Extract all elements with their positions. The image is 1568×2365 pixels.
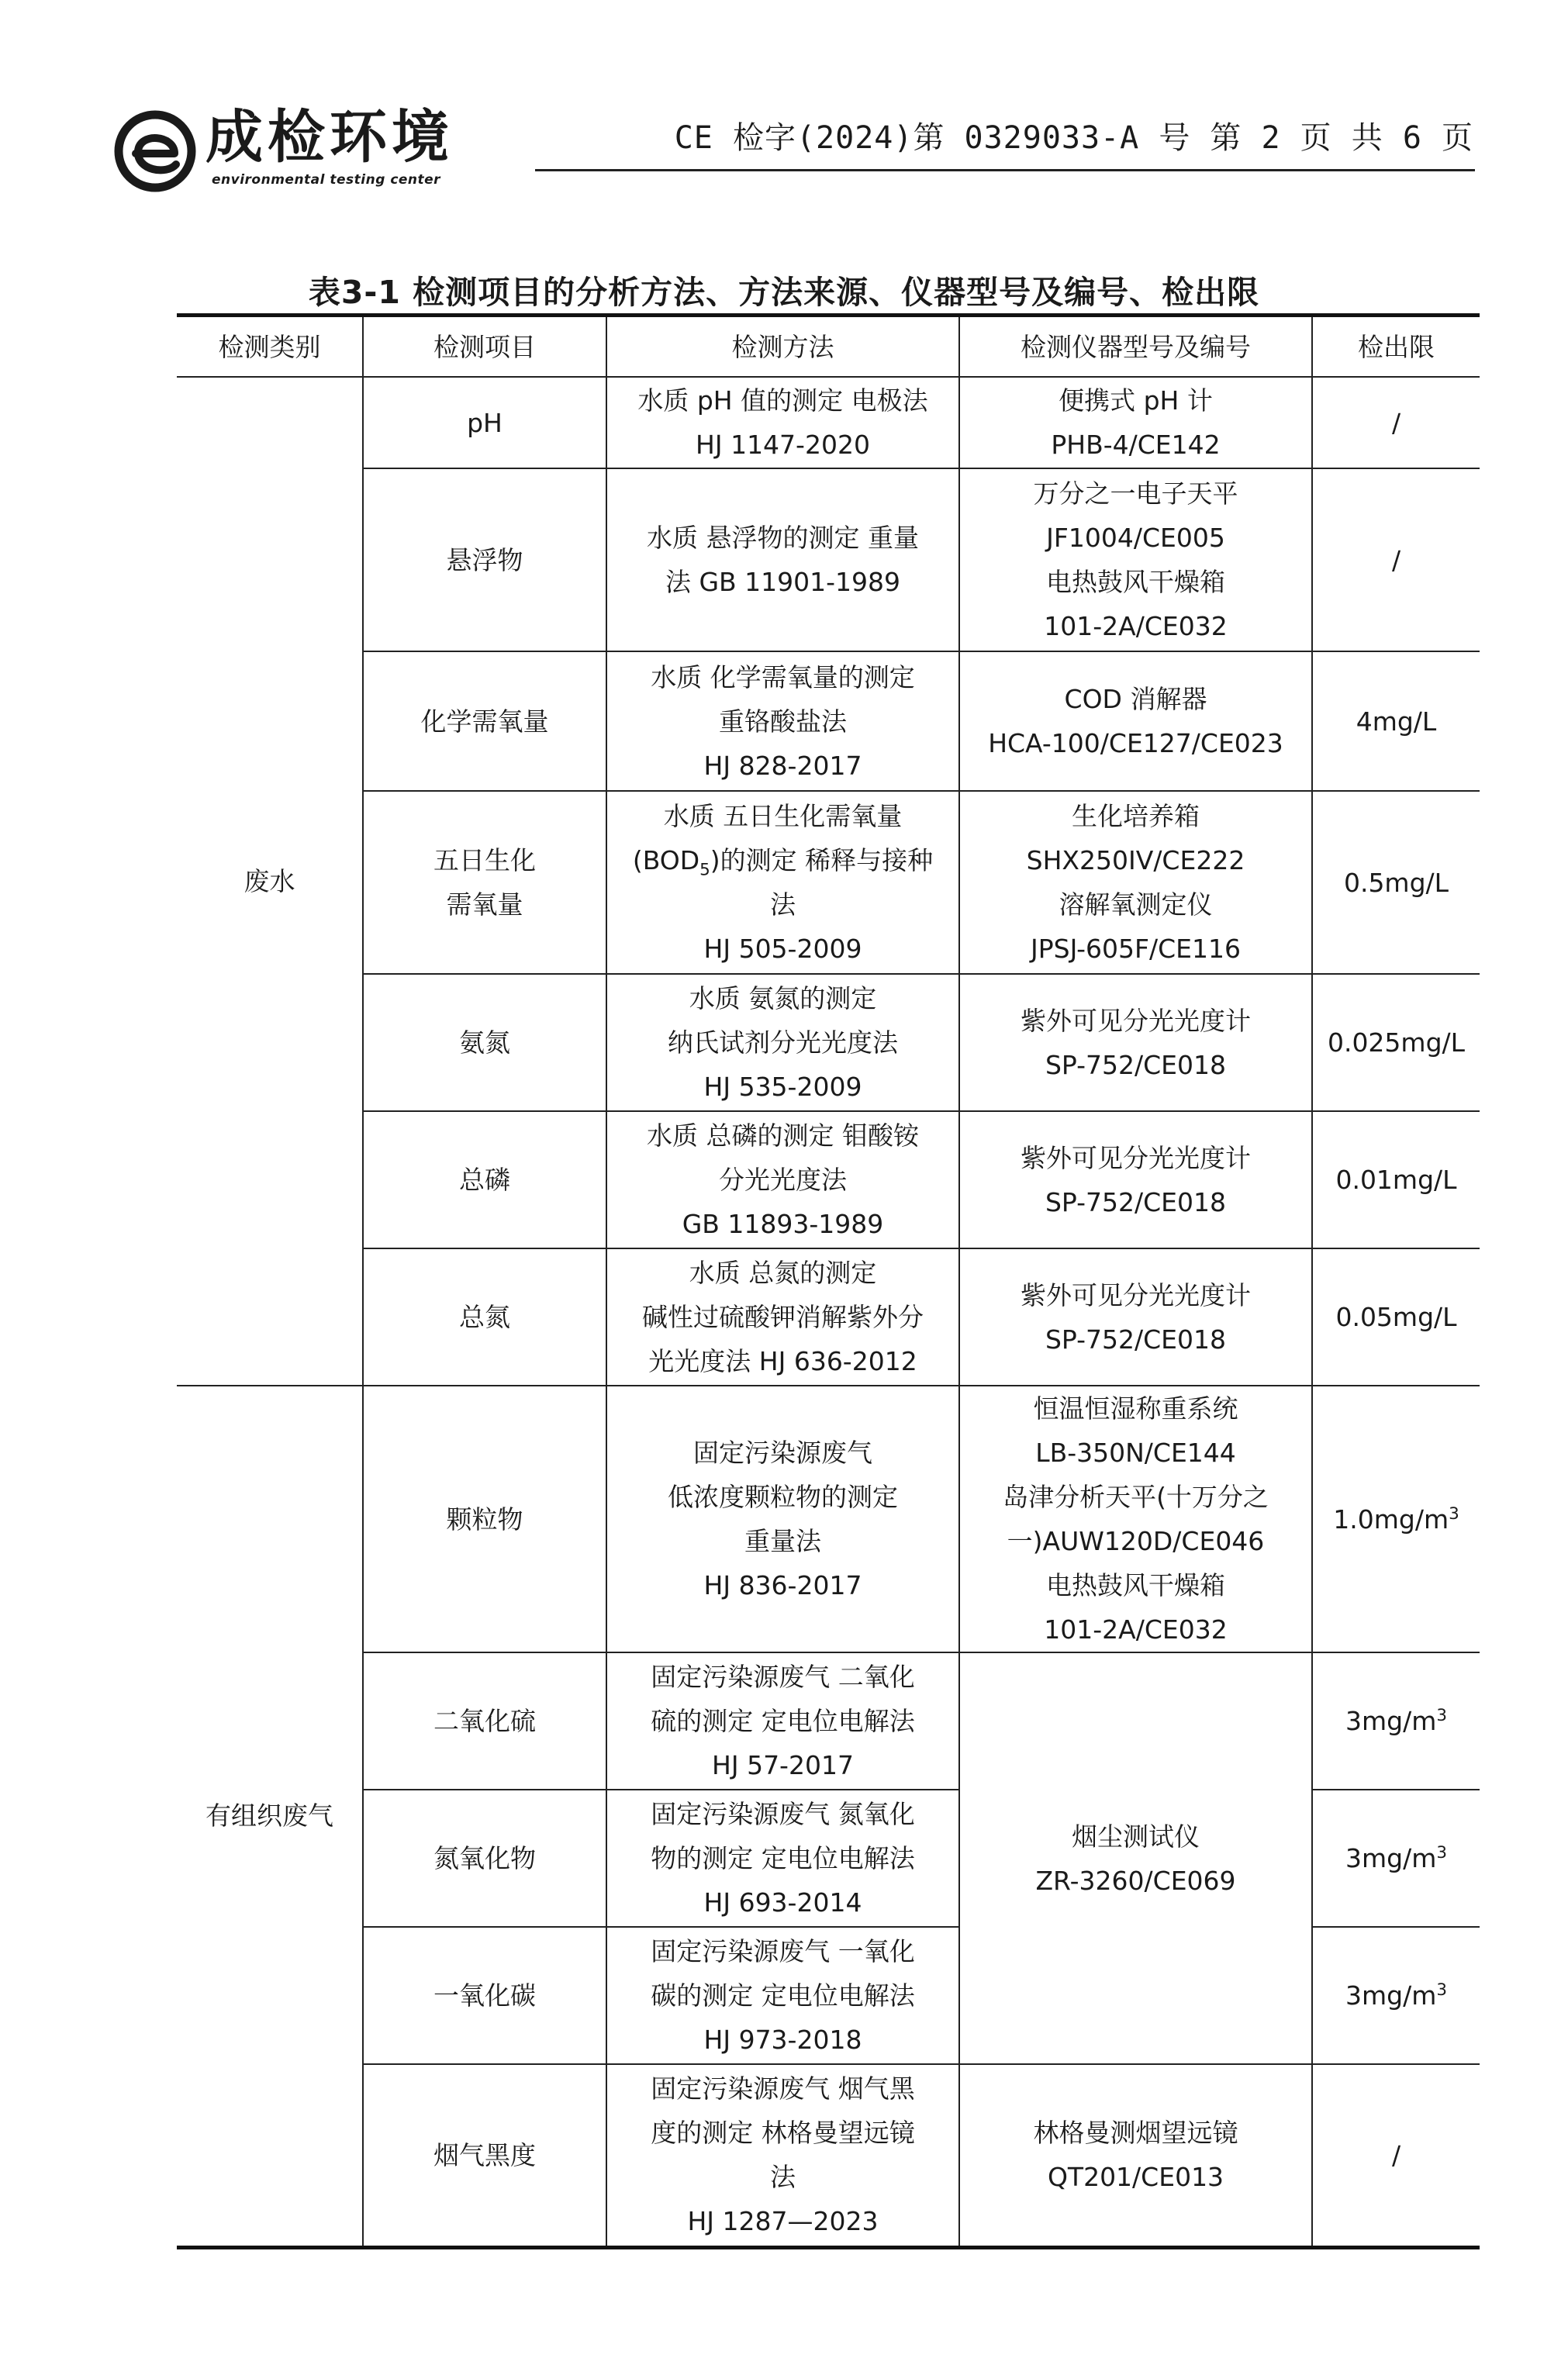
table-row <box>177 468 1480 651</box>
item-cell-line: 悬浮物 <box>446 544 523 575</box>
instrument-cell <box>959 974 1312 1111</box>
column-header-limit: 检出限 <box>1312 316 1480 378</box>
method-cell-line: GB 11893-1989 <box>682 1209 884 1239</box>
instrument-cell-line: 林格曼测烟望远镜 <box>1033 2118 1238 2149</box>
method-cell-line: 法 <box>770 2162 796 2193</box>
method-cell-line: 硫的测定 定电位电解法 <box>651 1706 915 1736</box>
instrument-cell-line: SP-752/CE018 <box>1045 1186 1226 1217</box>
column-header-method: 检测方法 <box>606 316 959 378</box>
instrument-cell-line: HCA-100/CE127/CE023 <box>988 728 1283 758</box>
instrument-cell <box>959 468 1312 651</box>
table-row <box>177 974 1480 1111</box>
method-cell-line: 固定污染源废气 烟气黑 <box>651 2073 915 2104</box>
instrument-cell-line: PHB-4/CE142 <box>1051 430 1221 460</box>
detection-limit-cell: / <box>1312 377 1480 468</box>
detection-limit-cell: / <box>1312 2064 1480 2247</box>
item-cell-line: 需氧量 <box>446 889 523 920</box>
company-logo <box>112 104 516 194</box>
table-header-row <box>177 316 1480 378</box>
method-cell <box>606 1790 959 1927</box>
method-cell <box>606 468 959 651</box>
instrument-cell-line: 紫外可见分光光度计 <box>1021 1142 1251 1173</box>
item-cell-line: 五日生化 <box>433 845 536 875</box>
detection-limit-cell: 0.01mg/L <box>1312 1111 1480 1248</box>
category-cell: 有组织废气 <box>177 1386 363 2247</box>
detection-limit-cell: / <box>1312 468 1480 651</box>
method-cell-line: 低浓度颗粒物的测定 <box>668 1482 898 1512</box>
company-tagline: environmental testing center <box>212 172 441 188</box>
category-cell: 废水 <box>177 377 363 1386</box>
method-cell-line: HJ 836-2017 <box>703 1570 862 1600</box>
item-cell <box>363 468 606 651</box>
item-cell <box>363 1652 606 1790</box>
item-cell <box>363 2064 606 2247</box>
table-caption: 表3-1 检测项目的分析方法、方法来源、仪器型号及编号、检出限 <box>308 274 1260 311</box>
instrument-cell-line: JF1004/CE005 <box>1046 523 1225 553</box>
instrument-cell-line: SP-752/CE018 <box>1045 1324 1226 1355</box>
method-cell-line: 纳氏试剂分光光度法 <box>668 1027 898 1058</box>
instrument-cell-line: 电热鼓风干燥箱 <box>1046 567 1225 597</box>
method-cell <box>606 1652 959 1790</box>
detection-limit-cell: $3mg/m^3$ <box>1312 1652 1480 1790</box>
column-header-item: 检测项目 <box>363 316 606 378</box>
detection-limit-cell: 0.5mg/L <box>1312 791 1480 974</box>
instrument-cell-line: 101-2A/CE032 <box>1044 1614 1228 1645</box>
column-header-category: 检测类别 <box>177 316 363 378</box>
instrument-cell-line: 紫外可见分光光度计 <box>1021 1279 1251 1310</box>
item-cell <box>363 791 606 974</box>
instrument-cell <box>959 1652 1312 2064</box>
method-cell-line: 水质 化学需氧量的测定 <box>651 661 915 692</box>
item-cell-line: 化学需氧量 <box>420 706 549 737</box>
logo-mark-icon <box>112 109 198 194</box>
instrument-cell <box>959 377 1312 468</box>
instrument-cell-line: 烟尘测试仪 <box>1072 1821 1200 1852</box>
item-cell <box>363 651 606 791</box>
method-cell <box>606 974 959 1111</box>
method-cell <box>606 2064 959 2247</box>
method-cell <box>606 1927 959 2064</box>
method-cell-line: 碱性过硫酸钾消解紫外分 <box>642 1302 924 1332</box>
method-cell-line: 碳的测定 定电位电解法 <box>651 1980 915 2011</box>
instrument-cell-line: COD 消解器 <box>1064 684 1207 714</box>
method-cell-line: 重量法 <box>744 1526 821 1556</box>
item-cell <box>363 1248 606 1386</box>
method-cell-line: HJ 505-2009 <box>703 934 862 964</box>
detection-limit-cell: $3mg/m^3$ <box>1312 1790 1480 1927</box>
method-cell-line: HJ 1147-2020 <box>696 430 870 460</box>
method-cell-line: HJ 535-2009 <box>703 1072 862 1102</box>
header-rule <box>535 169 1475 171</box>
item-cell <box>363 1927 606 2064</box>
instrument-cell-line: 便携式 pH 计 <box>1059 385 1213 416</box>
method-cell-line: 固定污染源废气 氮氧化 <box>651 1799 915 1829</box>
method-cell-line: 固定污染源废气 二氧化 <box>651 1662 915 1692</box>
company-name: 成检环境 <box>205 104 454 171</box>
instrument-cell-line: SP-752/CE018 <box>1045 1049 1226 1080</box>
item-cell-line: 总磷 <box>459 1165 510 1195</box>
method-cell-line: 法 GB 11901-1989 <box>665 567 901 597</box>
detection-limit-cell: $3mg/m^3$ <box>1312 1927 1480 2064</box>
detection-limit-cell: $1.0mg/m^3$ <box>1312 1386 1480 1652</box>
item-cell-line: 颗粒物 <box>446 1504 523 1535</box>
table-row <box>177 377 1480 468</box>
item-cell-line: 烟气黑度 <box>433 2139 536 2170</box>
instrument-cell-line: 岛津分析天平(十万分之 <box>1003 1482 1269 1512</box>
method-cell-line: 水质 五日生化需氧量 <box>663 801 903 831</box>
method-cell <box>606 1111 959 1248</box>
method-cell-line: 水质 pH 值的测定 电极法 <box>637 385 928 416</box>
method-cell <box>606 1248 959 1386</box>
method-cell-line: 度的测定 林格曼望远镜 <box>651 2118 915 2149</box>
table-body <box>177 377 1480 2247</box>
method-cell <box>606 377 959 468</box>
table-row <box>177 1248 1480 1386</box>
method-cell-line: 法 <box>770 889 796 920</box>
instrument-cell-line: 电热鼓风干燥箱 <box>1046 1570 1225 1600</box>
detection-limit-cell: 4mg/L <box>1312 651 1480 791</box>
method-cell <box>606 651 959 791</box>
method-cell-line: 固定污染源废气 一氧化 <box>651 1936 915 1966</box>
item-cell <box>363 1790 606 1927</box>
table-row <box>177 2064 1480 2247</box>
table-row <box>177 1652 1480 1790</box>
method-cell-line: 固定污染源废气 <box>693 1438 872 1468</box>
detection-limit-cell: 0.05mg/L <box>1312 1248 1480 1386</box>
item-cell <box>363 974 606 1111</box>
item-cell-line: 总氮 <box>459 1302 510 1332</box>
instrument-cell-line: 万分之一电子天平 <box>1033 478 1238 509</box>
instrument-cell <box>959 1111 1312 1248</box>
instrument-cell-line: JPSJ-605F/CE116 <box>1030 934 1241 964</box>
instrument-cell-line: SHX250IV/CE222 <box>1026 845 1245 875</box>
item-cell-line: pH <box>467 407 503 438</box>
method-cell-line: 光光度法 HJ 636-2012 <box>648 1346 917 1376</box>
table-row <box>177 1111 1480 1248</box>
instrument-cell-line: 溶解氧测定仪 <box>1059 889 1213 920</box>
table-row <box>177 651 1480 791</box>
method-cell-line: $(BOD_5)$的测定 稀释与接种 <box>632 845 934 880</box>
instrument-cell-line: 恒温恒湿称重系统 <box>1033 1393 1238 1424</box>
instrument-cell-line: LB-350N/CE144 <box>1035 1438 1236 1468</box>
method-cell-line: HJ 973-2018 <box>703 2025 862 2055</box>
method-cell-line: 重铬酸盐法 <box>719 706 847 737</box>
instrument-cell-line: ZR-3260/CE069 <box>1035 1865 1236 1896</box>
method-cell-line: HJ 828-2017 <box>703 750 862 781</box>
method-cell <box>606 1386 959 1652</box>
instrument-cell <box>959 1386 1312 1652</box>
method-cell-line: 物的测定 定电位电解法 <box>651 1843 915 1873</box>
instrument-cell <box>959 2064 1312 2247</box>
method-cell-line: 水质 总氮的测定 <box>689 1258 877 1288</box>
instrument-cell <box>959 1248 1312 1386</box>
instrument-cell-line: QT201/CE013 <box>1047 2162 1224 2193</box>
detection-limit-cell: 0.025mg/L <box>1312 974 1480 1111</box>
item-cell <box>363 1111 606 1248</box>
detection-method-table <box>177 313 1480 2249</box>
instrument-cell-line: 101-2A/CE032 <box>1044 611 1228 641</box>
method-cell-line: HJ 693-2014 <box>703 1887 862 1918</box>
method-cell-line: 水质 总磷的测定 钼酸铵 <box>647 1120 919 1151</box>
instrument-cell-line: 生化培养箱 <box>1072 801 1200 831</box>
item-cell-line: 氮氧化物 <box>433 1843 536 1873</box>
document-number: CE 检字(2024)第 0329033-A 号 第 2 页 共 6 页 <box>674 120 1473 156</box>
instrument-cell-line: 紫外可见分光光度计 <box>1021 1005 1251 1036</box>
method-cell-line: HJ 1287—2023 <box>687 2206 879 2237</box>
item-cell-line: 氨氮 <box>459 1027 510 1058</box>
method-cell <box>606 791 959 974</box>
method-cell-line: HJ 57-2017 <box>712 1750 854 1780</box>
method-cell-line: 水质 氨氮的测定 <box>689 983 877 1013</box>
table-row <box>177 1386 1480 1652</box>
item-cell <box>363 1386 606 1652</box>
method-cell-line: 水质 悬浮物的测定 重量 <box>647 523 919 553</box>
item-cell <box>363 377 606 468</box>
method-cell-line: 分光光度法 <box>719 1165 847 1195</box>
instrument-cell-line: 一)AUW120D/CE046 <box>1007 1526 1265 1556</box>
item-cell-line: 一氧化碳 <box>433 1980 536 2011</box>
instrument-cell <box>959 651 1312 791</box>
table-row <box>177 791 1480 974</box>
column-header-instrument: 检测仪器型号及编号 <box>959 316 1312 378</box>
instrument-cell <box>959 791 1312 974</box>
item-cell-line: 二氧化硫 <box>433 1706 536 1736</box>
